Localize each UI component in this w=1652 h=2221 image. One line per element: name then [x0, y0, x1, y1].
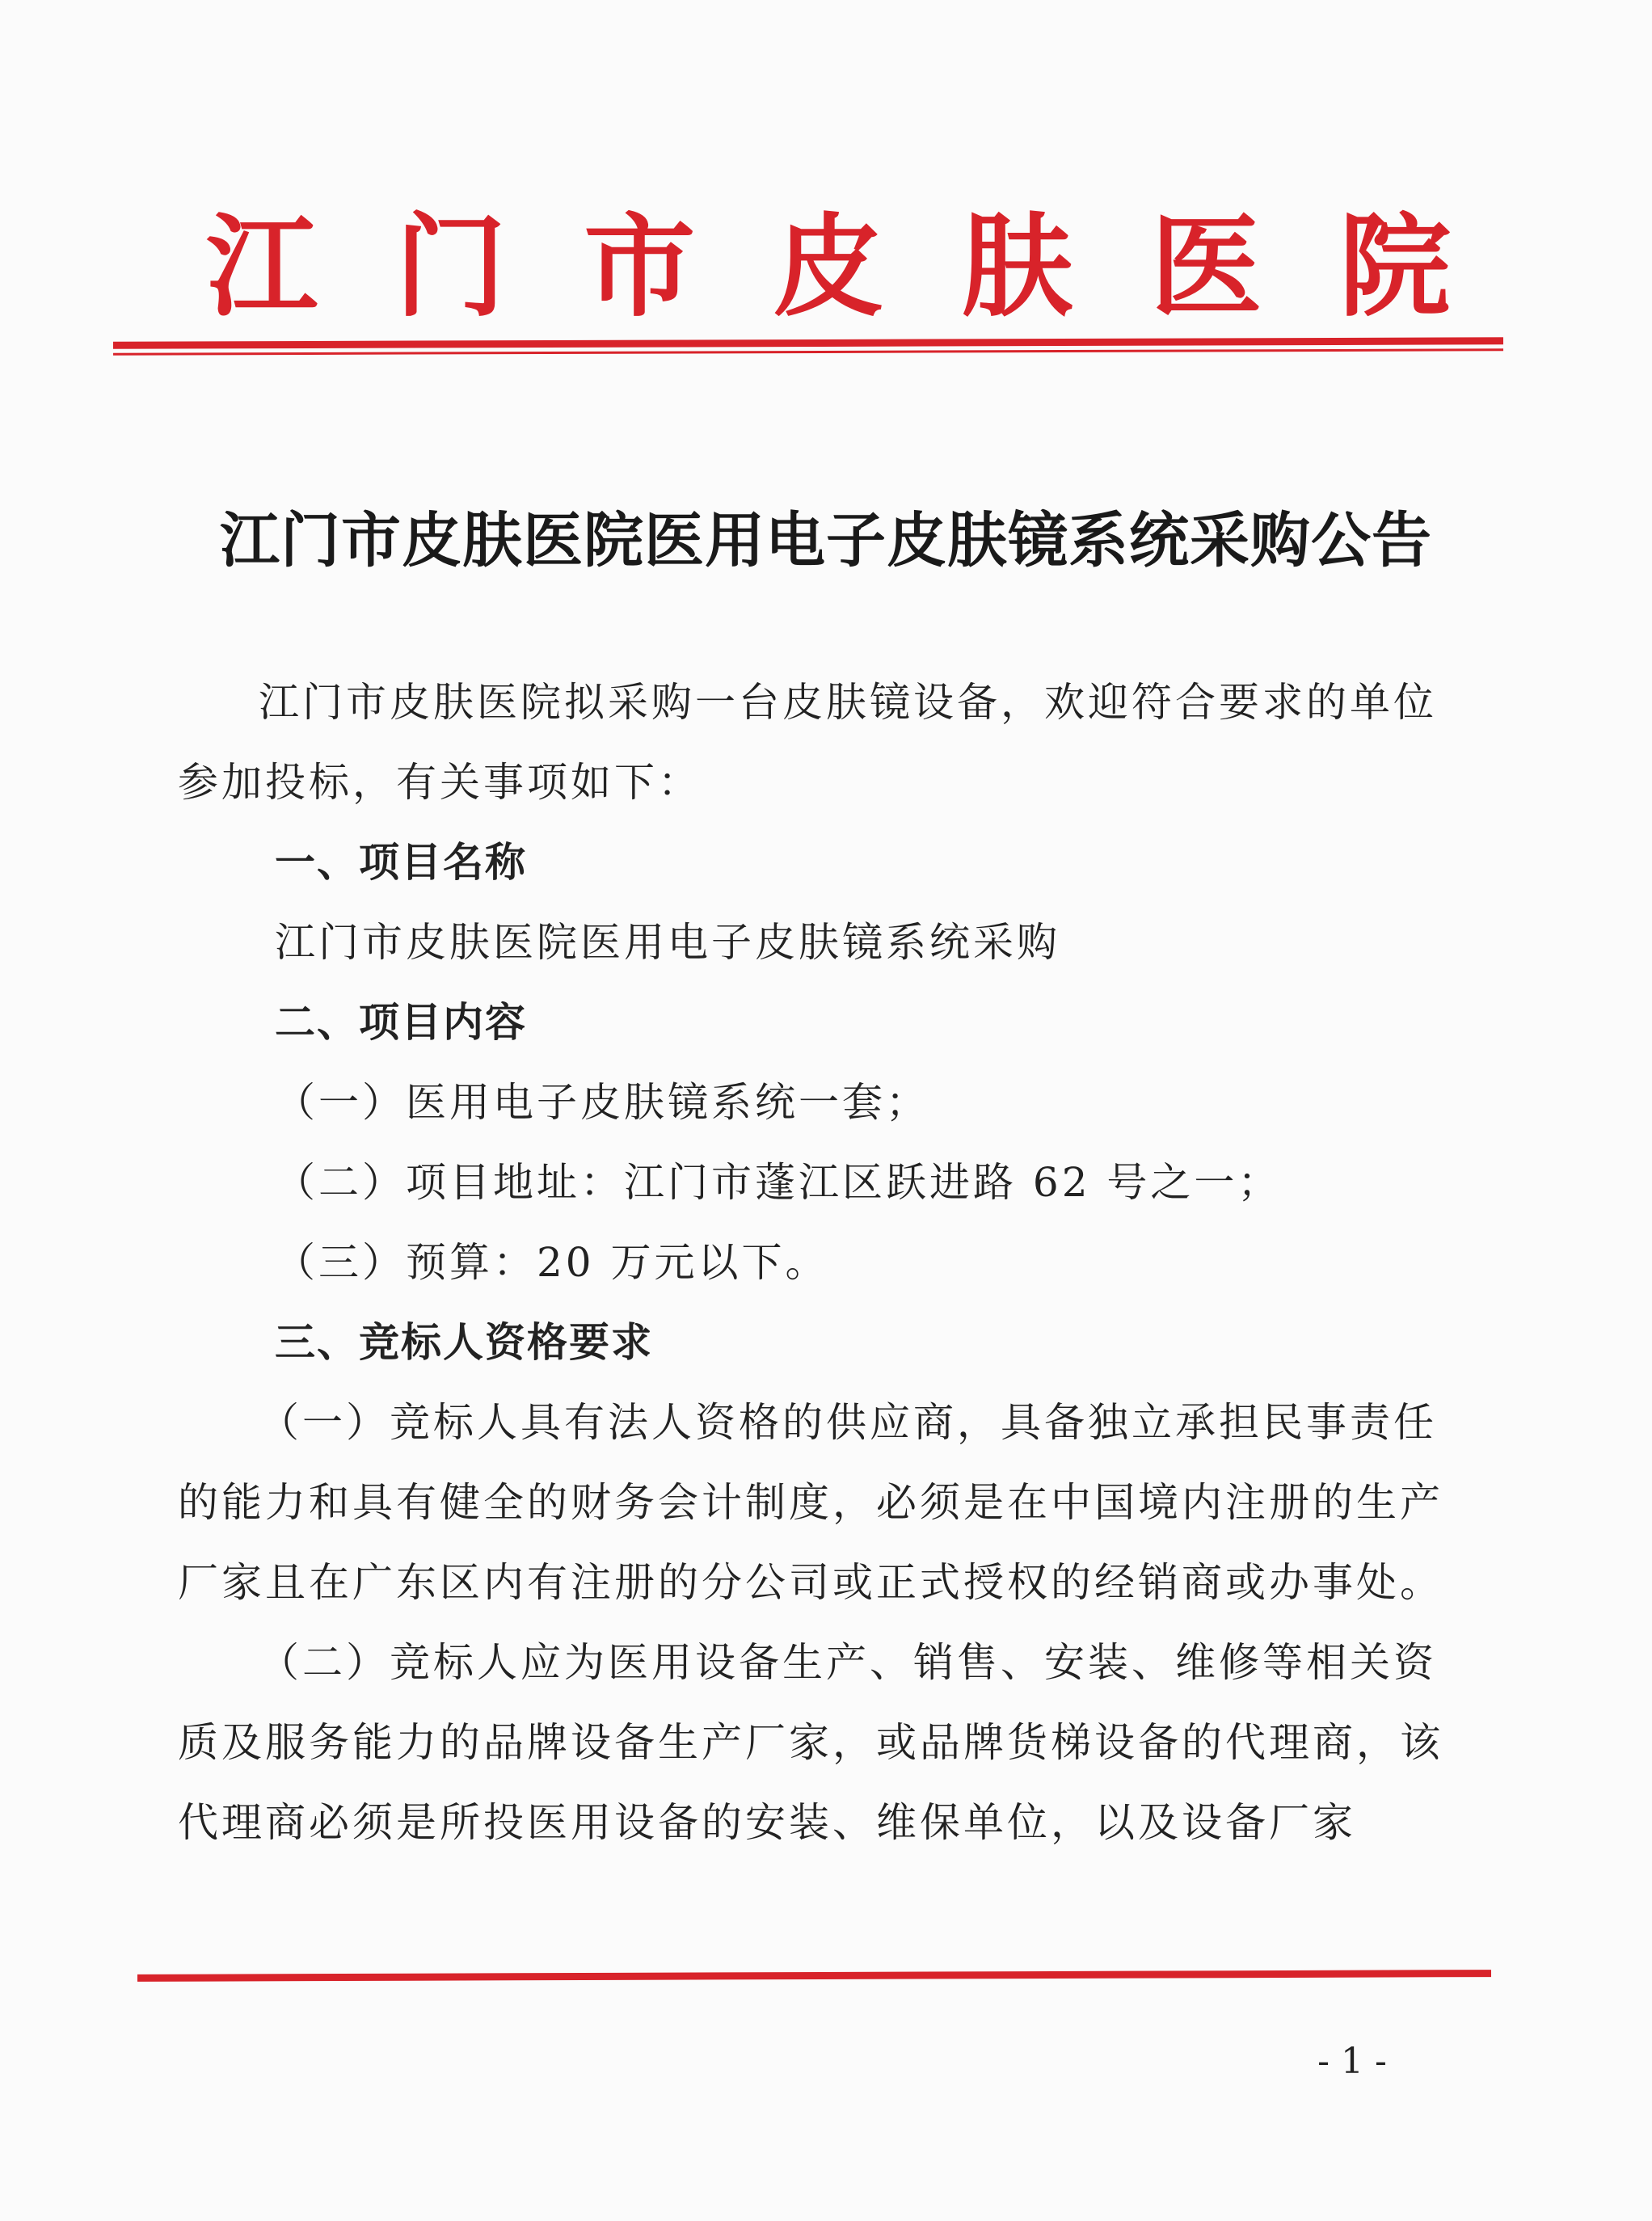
project-content-item: （二）项目地址：江门市蓬江区跃进路 62 号之一；: [275, 1159, 1282, 1206]
page-number: -1-: [1317, 2041, 1398, 2082]
document-body: [178, 663, 1471, 1863]
section-heading-project-content: 二、项目内容: [275, 999, 527, 1046]
footer-divider: [137, 1970, 1491, 1982]
letterhead-char: 医: [1150, 200, 1262, 332]
letterhead-char: 门: [394, 200, 507, 332]
document-title: 江门市皮肤医院医用电子皮肤镜系统采购公告: [220, 506, 1432, 575]
bidder-requirement-paragraph: （二）竞标人应为医用设备生产、销售、安装、维修等相关资质及服务能力的品牌设备生产厂家，或品牌货梯设备的代理商，该代理商必须是所投医用设备的安装、维保单位，以及设备厂家: [178, 1639, 1443, 1846]
bidder-requirement-paragraph: （一）竞标人具有法人资格的供应商，具备独立承担民事责任的能力和具有健全的财务会计制度，必须是在中国境内注册的生产厂家且在广东区内有注册的分公司或正式授权的经销商或办事处。: [178, 1399, 1443, 1606]
letterhead-char: 院: [1338, 200, 1451, 332]
project-name-text: 江门市皮肤医院医用电子皮肤镜系统采购: [275, 919, 1060, 966]
section-heading-bidder-requirements: 三、竞标人资格要求: [275, 1319, 653, 1366]
letterhead-char: 肤: [961, 200, 1073, 332]
letterhead-divider: [113, 337, 1503, 348]
letterhead-title: [206, 202, 1451, 331]
project-content-item: （三）预算：20 万元以下。: [275, 1239, 829, 1286]
letterhead-char: 市: [584, 200, 696, 332]
intro-paragraph: 江门市皮肤医院拟采购一台皮肤镜设备，欢迎符合要求的单位参加投标，有关事项如下：: [178, 679, 1437, 806]
section-heading-project-name: 一、项目名称: [275, 839, 527, 886]
letterhead-char: 江: [206, 200, 318, 332]
project-content-item: （一）医用电子皮肤镜系统一套；: [275, 1079, 929, 1126]
letterhead-char: 皮: [772, 200, 884, 332]
